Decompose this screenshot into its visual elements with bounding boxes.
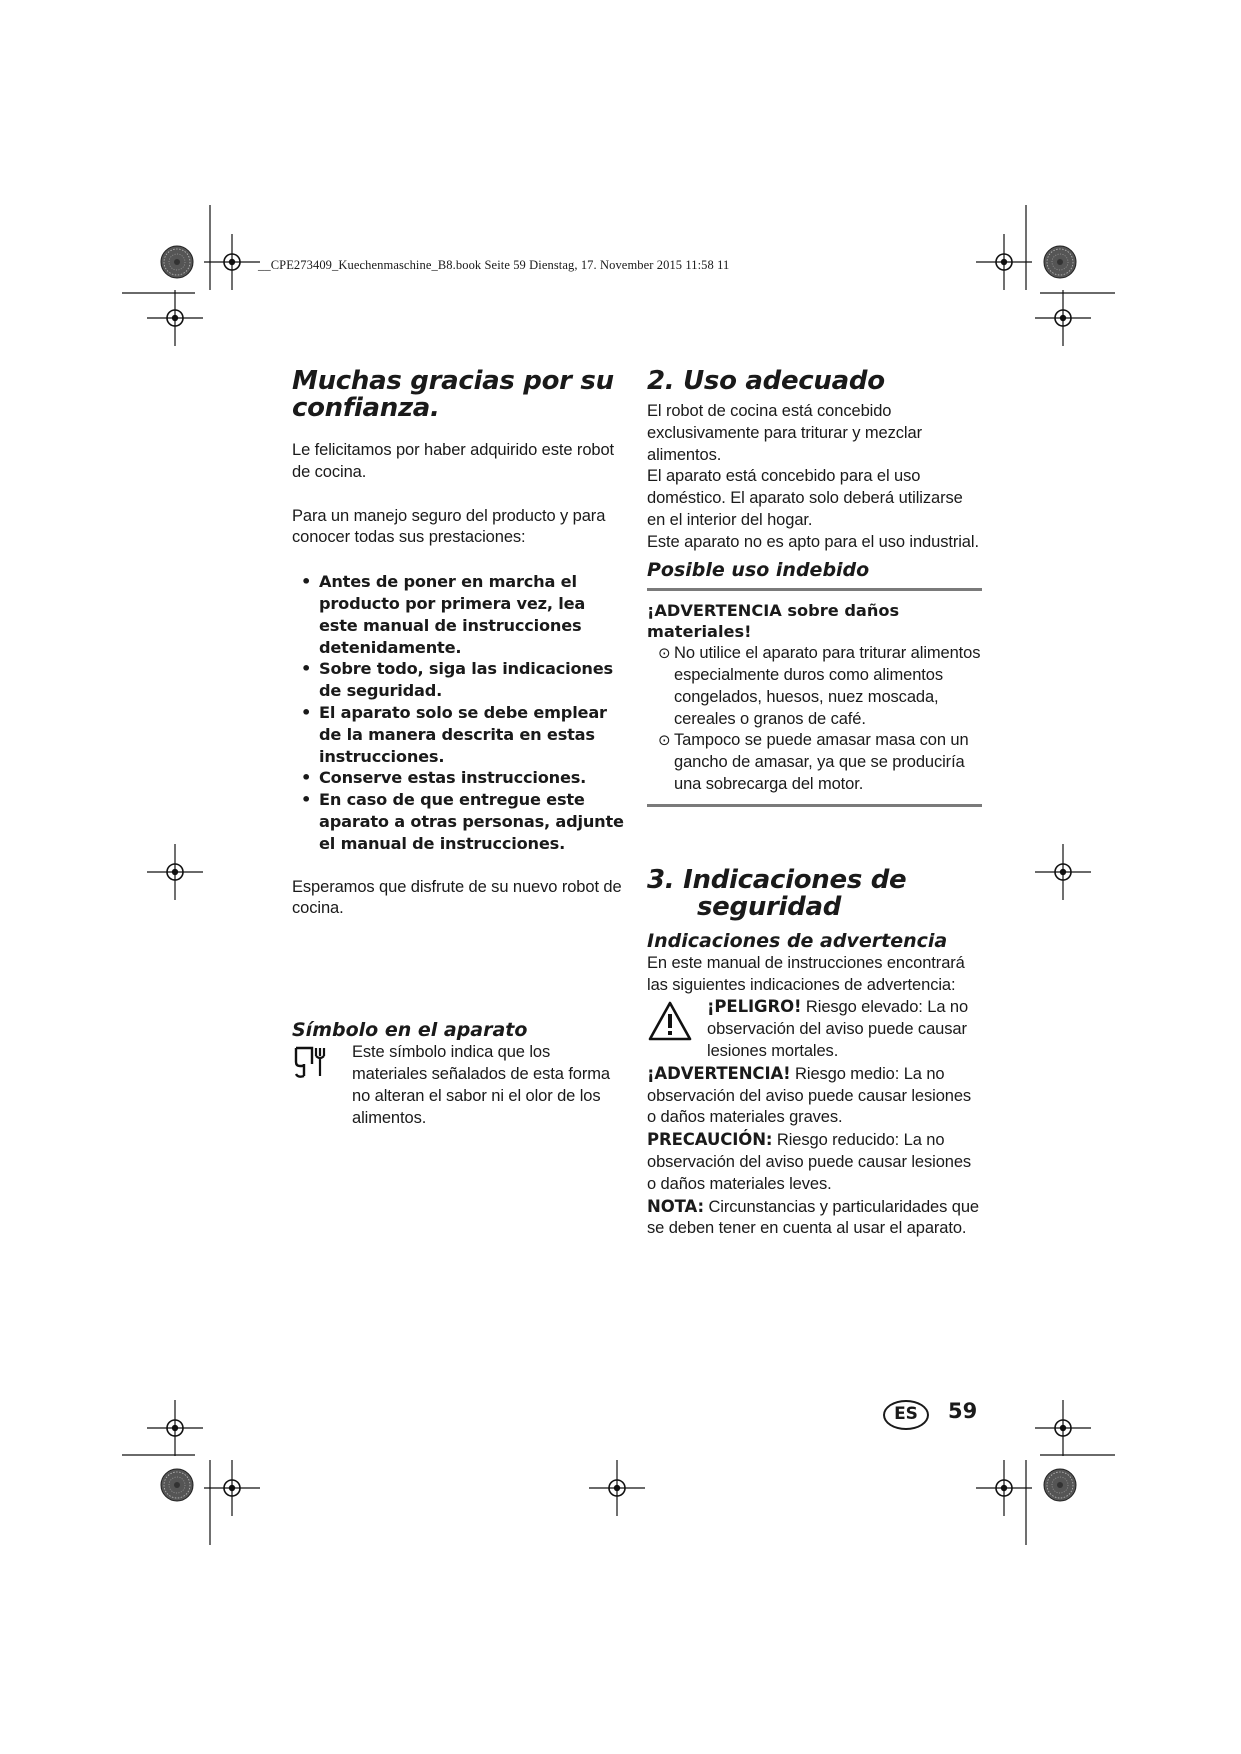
section2-paragraph-1: El robot de cocina está concebido exclusivamente para triturar y mezclar alimentos.	[647, 402, 922, 464]
advertencia-text: ¡ADVERTENCIA! Riesgo medio: La no observación del aviso puede causar lesiones o daños materiales graves.	[647, 1063, 972, 1127]
registration-cross-icon	[1035, 1400, 1091, 1456]
safety-bullet-list	[292, 571, 627, 854]
warning-triangle-icon	[647, 996, 707, 1062]
warnings-intro: En este manual de instrucciones encontrará las siguientes indicaciones de advertencia:	[647, 953, 965, 994]
file-header: __CPE273409_Kuechenmaschine_B8.book Seite 59 Dienstag, 17. November 2015 11:58 11	[258, 258, 730, 272]
registration-cross-icon	[976, 234, 1032, 290]
registration-cross-icon	[976, 1460, 1032, 1516]
misuse-heading: Posible uso indebido	[647, 558, 870, 581]
list-item: ⊙ Tampoco se puede amasar masa con un gancho de amasar, ya que se produciría una sobrecarga del motor.	[658, 731, 969, 793]
list-item: • En caso de que entregue este aparato a otras personas, adjunte el manual de instrucciones.	[301, 790, 624, 853]
section2-paragraph-2: El aparato está concebido para el uso doméstico. El aparato solo deberá utilizarse en el interior del hogar.	[647, 467, 963, 529]
right-column	[647, 368, 982, 1240]
left-column	[292, 368, 627, 1129]
registration-cross-icon	[147, 290, 203, 346]
peligro-text: ¡PELIGRO! Riesgo elevado: La no observación del aviso puede causar lesiones mortales.	[707, 997, 969, 1060]
food-safe-icon	[292, 1042, 352, 1129]
warnings-heading: Indicaciones de advertencia	[647, 929, 948, 952]
registration-cross-icon	[1035, 844, 1091, 900]
material-warning-box	[647, 588, 982, 807]
list-item: • El aparato solo se debe emplear de la manera descrita en estas instrucciones.	[301, 702, 607, 766]
symbol-heading: Símbolo en el aparato	[292, 1019, 528, 1042]
registration-cross-icon	[204, 1460, 260, 1516]
nota-text: NOTA: Circunstancias y particularidades que se deben tener en cuenta al usar el aparato.	[647, 1196, 979, 1238]
peligro-block	[647, 996, 982, 1062]
intro-paragraph-1: Le felicitamos por haber adquirido este robot de cocina.	[292, 441, 615, 481]
closing-paragraph: Esperamos que disfrute de su nuevo robot de cocina.	[292, 877, 622, 918]
registration-cross-icon	[147, 844, 203, 900]
list-item: • Conserve estas instrucciones.	[301, 768, 587, 788]
registration-cross-icon	[589, 1460, 645, 1516]
registration-cross-icon	[147, 1400, 203, 1456]
registration-dial-icon	[161, 1469, 193, 1501]
bullet-circle-icon: ⊙	[658, 645, 671, 663]
list-item: • Sobre todo, siga las indicaciones de seguridad.	[301, 659, 613, 701]
intro-paragraph-2: Para un manejo seguro del producto y para conocer todas sus prestaciones:	[292, 506, 606, 547]
bullet-circle-icon: ⊙	[658, 732, 671, 750]
list-item: ⊙ No utilice el aparato para triturar alimentos especialmente duros como alimentos congelados, huesos, nuez moscada, cereales o granos de café.	[658, 644, 981, 728]
registration-cross-icon	[204, 234, 260, 290]
section3-title: 3. Indicaciones de seguridad	[647, 864, 907, 922]
registration-dial-icon	[1044, 1469, 1076, 1501]
precaucion-text: PRECAUCIÓN: Riesgo reducido: La no observación del aviso puede causar lesiones o daños materiales leves.	[647, 1130, 972, 1193]
list-item: • Antes de poner en marcha el producto por primera vez, lea este manual de instrucciones detenidamente.	[301, 572, 586, 657]
symbol-text: Este símbolo indica que los materiales señalados de esta forma no alteran el sabor ni el olor de los alimentos.	[352, 1043, 610, 1127]
registration-dial-icon	[161, 246, 193, 278]
symbol-block	[292, 1042, 627, 1129]
language-badge: ES	[883, 1400, 929, 1430]
section2-paragraph-3: Este aparato no es apto para el uso industrial.	[647, 532, 979, 551]
section2-title: 2. Uso adecuado	[647, 366, 885, 396]
left-title: Muchas gracias por su confianza.	[292, 366, 614, 423]
registration-dial-icon	[1044, 246, 1076, 278]
warning-title: ¡ADVERTENCIA sobre daños materiales!	[647, 600, 900, 642]
registration-cross-icon	[1035, 290, 1091, 346]
page-number: 59	[948, 1399, 978, 1423]
